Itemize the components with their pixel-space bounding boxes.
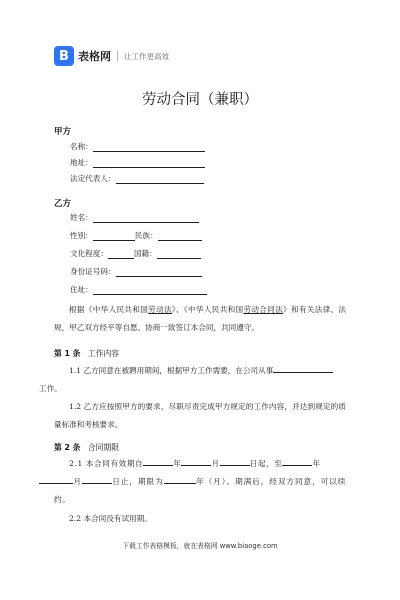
party-a-name-field: 名称： bbox=[70, 141, 205, 152]
party-b-ethnicity-blank[interactable] bbox=[158, 231, 202, 241]
end-month-blank[interactable] bbox=[39, 475, 73, 484]
party-a-address-blank[interactable] bbox=[93, 158, 205, 168]
document-title: 劳动合同（兼职） bbox=[142, 92, 258, 108]
party-a-name-blank[interactable] bbox=[93, 142, 205, 152]
party-a-rep-blank[interactable] bbox=[116, 174, 204, 184]
party-b-id-blank[interactable] bbox=[116, 267, 202, 277]
party-b-id-field: 身份证号码： bbox=[70, 266, 202, 277]
party-b-name-field: 姓名： bbox=[70, 212, 199, 223]
brand-name: 表格网 bbox=[78, 50, 111, 63]
start-month-blank[interactable] bbox=[181, 457, 211, 466]
brand-divider bbox=[117, 51, 118, 61]
party-b-heading: 乙方 bbox=[54, 199, 72, 209]
brand-slogan: 让工作更高效 bbox=[124, 51, 169, 61]
brand-header bbox=[54, 46, 169, 66]
term-length-blank[interactable] bbox=[164, 475, 196, 484]
party-b-name-blank[interactable] bbox=[93, 213, 199, 223]
article-2-clause-1: 2.1 本合同有效期自 年 月 日起，至 年 月 日止，期限为 年（月）。期满后，经双方同意，可以续约。 bbox=[54, 455, 346, 509]
party-b-nationality-blank[interactable] bbox=[157, 249, 201, 259]
labor-contract-law-link[interactable]: 劳动合同法 bbox=[243, 305, 284, 314]
end-day-blank[interactable] bbox=[82, 475, 112, 484]
party-b-address-blank[interactable] bbox=[93, 285, 207, 295]
biaoge-logo-icon: B bbox=[54, 46, 74, 66]
party-b-gender-blank[interactable] bbox=[93, 231, 135, 241]
start-day-blank[interactable] bbox=[220, 457, 250, 466]
party-b-address-field: 住址： bbox=[70, 284, 207, 295]
party-b-gender-field: 性别： 民族： bbox=[70, 230, 202, 241]
page-footer: 下载工作表格模板，就在表格网 www.biaoge.com bbox=[122, 542, 278, 550]
party-b-education-blank[interactable] bbox=[108, 249, 134, 259]
article-1-clause-2: 1.2 乙方应按照甲方的要求，尽职尽责完成甲方规定的工作内容，并达到规定的质量标准和考核要求。 bbox=[54, 402, 346, 429]
party-a-heading: 甲方 bbox=[54, 127, 72, 137]
article-1-clause-1: 1.1 乙方同意在被聘用期间，根据甲方工作需要，在公司从事 工作。 bbox=[54, 362, 346, 398]
labor-law-link[interactable]: 劳动法 bbox=[148, 305, 172, 314]
party-a-rep-field: 法定代表人： bbox=[70, 173, 204, 184]
end-year-blank[interactable] bbox=[282, 457, 312, 466]
article-2-clause-2: 2.2 本合同没有试用期。 bbox=[69, 514, 152, 523]
intro-paragraph: 根据《中华人民共和国劳动法》、《中华人民共和国劳动合同法》和有关法律、法规，甲乙双方经平等自愿、协商一致签订本合同，共同遵守。 bbox=[54, 305, 347, 332]
party-a-address-field: 地址： bbox=[70, 157, 205, 168]
article-1-heading: 第 1 条 工作内容 bbox=[54, 349, 120, 358]
party-b-education-field: 文化程度： 国籍： bbox=[70, 248, 201, 259]
start-year-blank[interactable] bbox=[143, 457, 173, 466]
article-2-heading: 第 2 条 合同期限 bbox=[54, 443, 120, 452]
job-title-blank[interactable] bbox=[273, 364, 333, 373]
